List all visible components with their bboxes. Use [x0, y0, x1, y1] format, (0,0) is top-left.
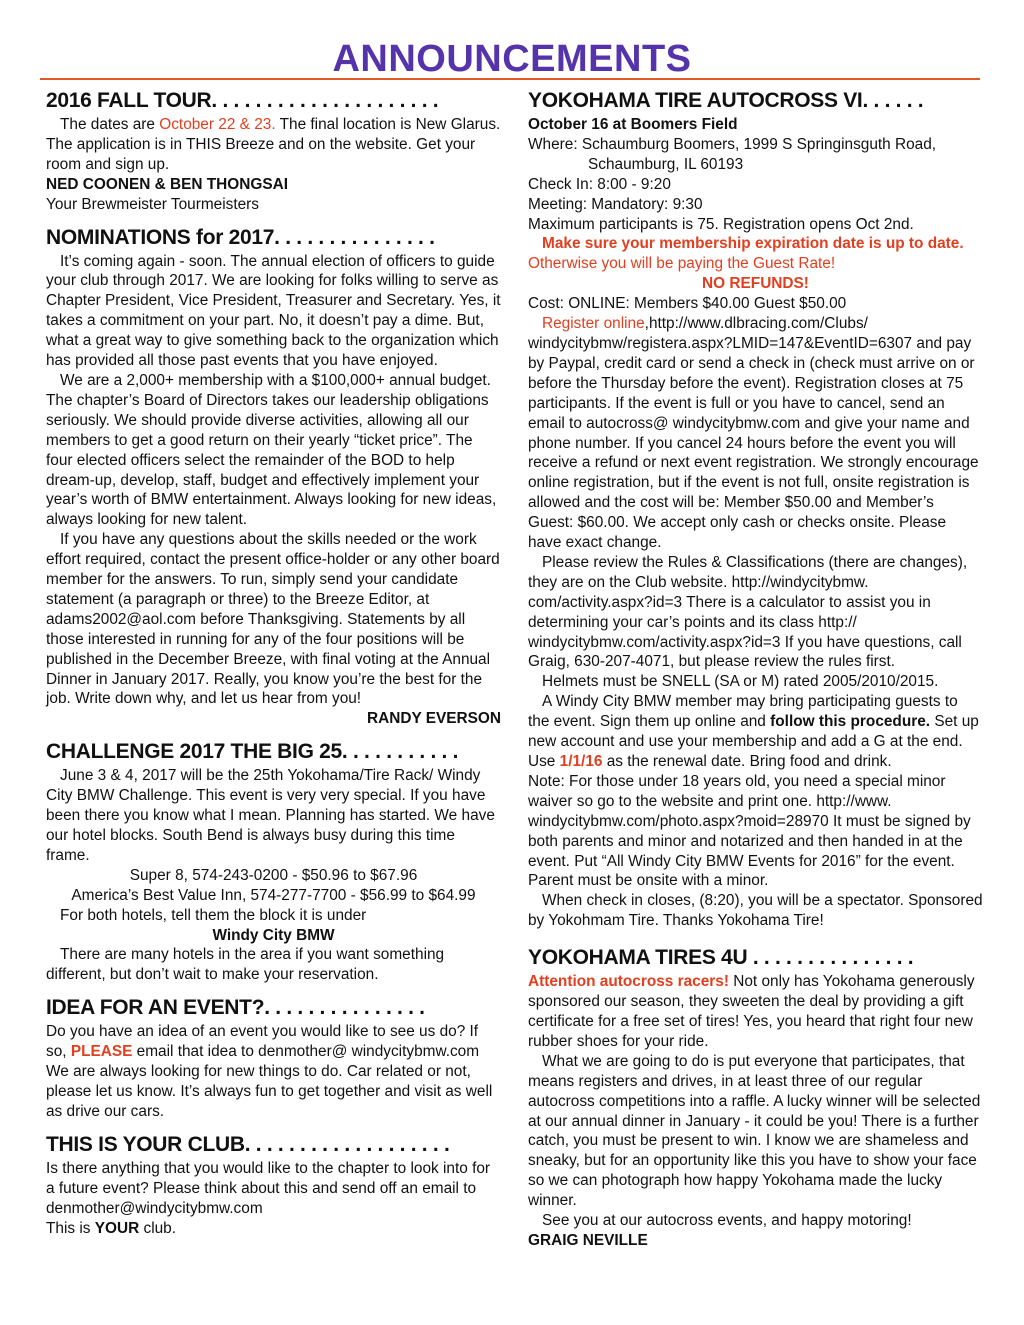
autocross-where: Where: Schaumburg Boomers, 1999 S Springinsguth Road, [528, 135, 937, 153]
fall-tour-text-b: The final location is New Glarus. The application is in THIS Breeze and on the website. Get your room and sign up. [46, 116, 501, 173]
page-title: ANNOUNCEMENTS [332, 38, 692, 80]
section-nominations [46, 225, 501, 730]
tires-p1 [528, 972, 983, 1052]
section-autocross [528, 88, 983, 931]
fall-tour-heading: 2016 FALL TOUR. . . . . . . . . . . . . . . . . . . . . [46, 89, 439, 112]
tires-heading: YOKOHAMA TIRES 4U . . . . . . . . . . . . . . . [528, 946, 914, 970]
autocross-warning [528, 234, 983, 274]
nominations-p3 [46, 530, 501, 728]
tires-p2: What we are going to do is put everyone that participates, that means registers and drives, in at least three of our regular autocross competitions into a raffle. A lucky winner will be selected at our annual dinner in January - it could be you! There is a further catch, you must be present to win. I know we are shameless and sneaky, but for an opportunity like this you have to show your face so we can photograph how happy Yokohama made the lucky winner. [528, 1052, 981, 1210]
autocross-guests [528, 692, 983, 772]
fall-tour-text-a: The dates are [60, 116, 160, 133]
autocross-helmets: Helmets must be SNELL (SA or M) rated 2005/2010/2015. [542, 673, 939, 691]
autocross-registration [528, 314, 983, 553]
challenge-block: Windy City BMW [212, 926, 335, 944]
autocross-guests-c: Set up new account and use your membership and add a G at the end. Use [528, 713, 979, 770]
nominations-heading: NOMINATIONS for 2017. . . . . . . . . . . . . . . [46, 225, 435, 249]
your-club-p2-c: club. [139, 1219, 177, 1237]
fall-tour-dates: October 22 & 23. [159, 116, 276, 133]
left-column [46, 88, 501, 1248]
autocross-meeting: Meeting: Mandatory: 9:30 [528, 195, 703, 213]
idea-please: PLEASE [70, 1043, 133, 1061]
tires-attention: Attention autocross racers! [528, 973, 729, 991]
autocross-renewal-date: 1/1/16 [559, 753, 603, 770]
section-fall-tour [46, 88, 501, 215]
autocross-heading: YOKOHAMA TIRE AUTOCROSS VI. . . . . . [528, 89, 924, 112]
autocross-warning-bold: Make sure your membership expiration date is up to date. [542, 235, 964, 253]
autocross-cost: Cost: ONLINE: Members $40.00 Guest $50.00 [528, 295, 847, 313]
autocross-rules: Please review the Rules & Classifications (there are changes), they are on the Club website. http://windycitybmw. com/activity.aspx?id=3 There is a calculator to assist you in determining your car’s points and its class http:// windycitybmw.com/activity.aspx?id=3 If you have questions, call Graig, 630-207-4071, but please review the rules first. [528, 553, 968, 671]
idea-text-b: email that idea to denmother@ windycitybmw.com We are always looking for new things to do. Car related or not, please let us know. It’s always fun to get together and visit as well as drive our cars. [46, 1043, 493, 1120]
your-club-p2 [46, 1219, 501, 1239]
autocross-no-refunds: NO REFUNDS! [702, 275, 809, 293]
nominations-signature: RANDY EVERSON [367, 710, 501, 728]
nominations-p3-text: If you have any questions about the skills needed or the work effort required, contact the present office-holder or any other board member for the answers. To run, simply send your candidate statement (a paragraph or three) to the Breeze Editor, at adams2002@aol.com before Thanksgiving. Statements by all those interested in running for any of the four positions will be published in the December Breeze, with final voting at the Annual Dinner in January 2017. Really, you know you’re the best for the job. Write down why, and let us hear from you! [46, 531, 500, 708]
right-column [528, 88, 983, 1261]
your-club-p2-a: This is [46, 1219, 95, 1237]
idea-text-a: Do you have an idea of an event you would like to see us do? If so, [46, 1023, 479, 1061]
tires-p1-text: Not only has Yokohama generously sponsored our season, they sweeten the deal by providing a gift certificate for a free set of tires! Yes, you heard that right four new rubber shoes for your ride. [528, 973, 975, 1050]
autocross-where-2: Schaumburg, IL 60193 [588, 155, 744, 173]
section-your-club [46, 1132, 501, 1239]
idea-text [46, 1022, 501, 1122]
title-rule [40, 78, 980, 80]
tires-p3: See you at our autocross events, and happy motoring! [542, 1212, 912, 1230]
autocross-guests-e: as the renewal date. Bring food and drink. [602, 753, 892, 770]
nominations-p2: We are a 2,000+ membership with a $100,000+ annual budget. The chapter’s Board of Directors takes our leadership obligations seriously. We should provide diverse activities, allowing all our members to get a good return on their yearly “ticket price”. The four elected officers select the remainder of the BOD to help dream-up, develop, staff, budget and effectively implement your year’s worth of BMW entertainment. Always looking for new ideas, always looking for new talent. [46, 371, 497, 529]
fall-tour-role: Your Brewmeister Tourmeisters [46, 195, 259, 213]
section-challenge [46, 739, 501, 985]
section-tires [528, 945, 983, 1251]
challenge-hotel-2: America’s Best Value Inn, 574-277-7700 - $56.99 to $64.99 [71, 886, 476, 904]
idea-heading: IDEA FOR AN EVENT?. . . . . . . . . . . . . . . [46, 996, 425, 1020]
autocross-max: Maximum participants is 75. Registration opens Oct 2nd. [528, 215, 914, 233]
autocross-warning-rest: Otherwise you will be paying the Guest Rate! [528, 255, 836, 273]
section-idea [46, 995, 501, 1122]
challenge-p3: There are many hotels in the area if you want something different, but don’t wait to make your reservation. [46, 946, 445, 984]
challenge-hotel-1: Super 8, 574-243-0200 - $50.96 to $67.96 [129, 866, 418, 884]
autocross-register-link[interactable]: Register online [542, 315, 645, 333]
your-club-your: YOUR [94, 1219, 140, 1237]
autocross-checkin: Check In: 8:00 - 9:20 [528, 175, 671, 193]
fall-tour-names: NED COONEN & BEN THONGSAI [46, 175, 288, 193]
autocross-guests-a: A Windy City BMW member may bring participating guests to the event. Sign them up online and [528, 693, 958, 731]
autocross-closing: When check in closes, (8:20), you will be a spectator. Sponsored by Yokohmam Tire. Thanks Yokohama Tire! [528, 892, 983, 930]
challenge-p1: June 3 & 4, 2017 will be the 25th Yokohama/Tire Rack/ Windy City BMW Challenge. This event is very very special. If you have been there you know what I mean. Planning has started. We have our hotel blocks. South Bend is always busy during this time frame. [46, 767, 495, 864]
autocross-note: Note: For those under 18 years old, you need a special minor waiver so go to the website and print one. http://www. windycitybmw.com/photo.aspx?moid=28970 It must be signed by both parents and minor and notarized and then handed in at the event. Put “All Windy City BMW Events for 2016” for the event. Parent must be onsite with a minor. [528, 772, 971, 890]
autocross-guests-procedure: follow this procedure. [770, 713, 931, 731]
autocross-registration-text: ,http://www.dlbracing.com/Clubs/ windycitybmw/registera.aspx?LMID=147&EventID=6307 and pay by Paypal, credit card or send a check in (check must arrive on or before the Thursday before the event). Registration closes at 75 participants. If the event is full or you have to cancel, send an email to autocross@ windycitybmw.com and give your name and phone number. If you cancel 24 hours before the event you will receive a refund or next event registration. We strongly encourage online registration, but if the event is not full, onsite registration is allowed and the cost will be: Member $50.00 and Member’s Guest: $60.00. We accept only cash or checks onsite. Please have exact change. [528, 315, 979, 552]
challenge-p2: For both hotels, tell them the block it is under [60, 906, 367, 924]
nominations-p1: It’s coming again - soon. The annual election of officers to guide your club through 2017. We are looking for folks willing to serve as Chapter President, Vice President, Treasurer and Secretary. Yes, it takes a commitment on your part. No, it doesn’t pay a dime. But, what a great way to give something back to the organization which has provided all those past events that you have enjoyed. [46, 252, 501, 370]
tires-signature: GRAIG NEVILLE [528, 1231, 648, 1249]
fall-tour-text [46, 115, 501, 175]
your-club-heading: THIS IS YOUR CLUB. . . . . . . . . . . . . . . . . . . [46, 1132, 450, 1156]
your-club-p1: Is there anything that you would like to the chapter to look into for a future event? Please think about this and send off an email to denmother@windycitybmw.com [46, 1159, 491, 1217]
autocross-date: October 16 at Boomers Field [528, 116, 738, 133]
challenge-heading: CHALLENGE 2017 THE BIG 25. . . . . . . . . . . [46, 740, 459, 764]
